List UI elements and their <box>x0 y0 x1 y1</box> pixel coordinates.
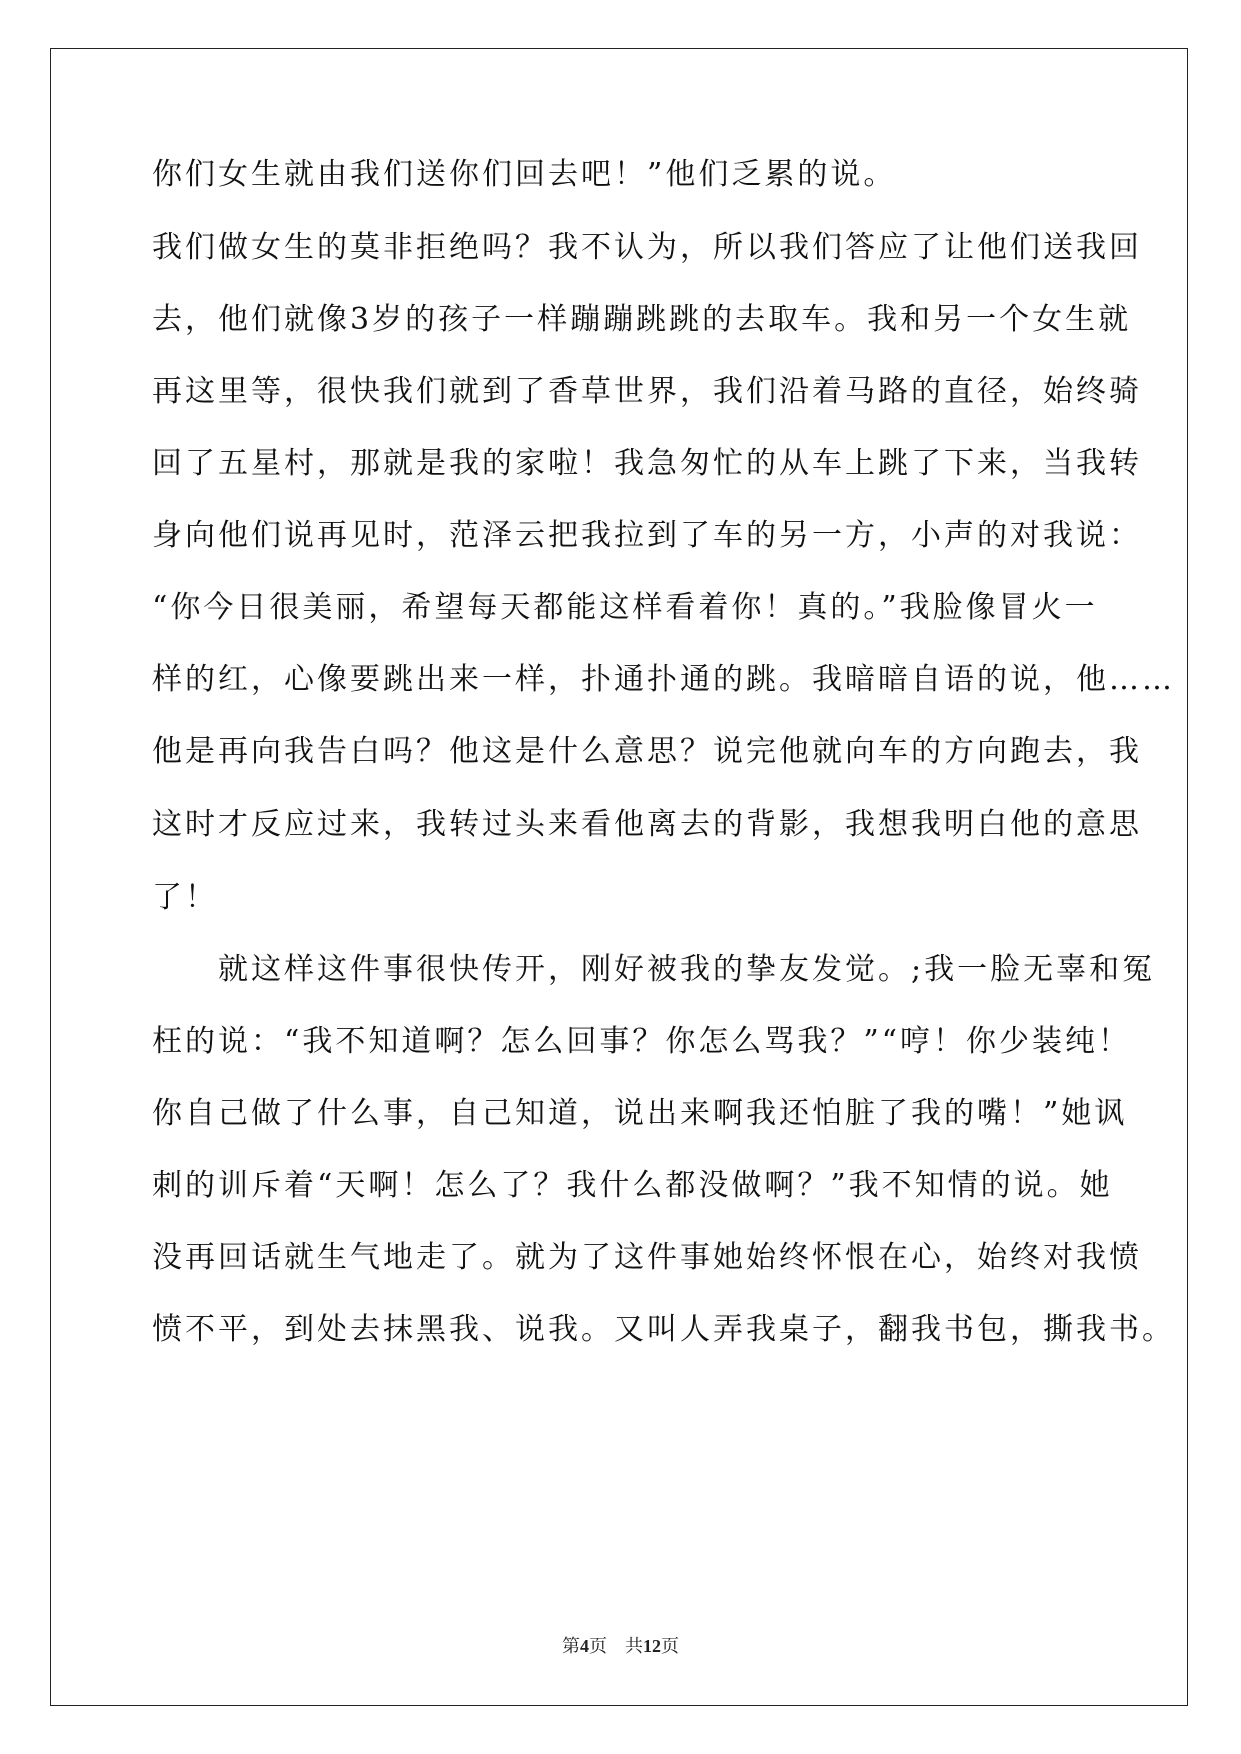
text-line: 样的红，心像要跳出来一样，扑通扑通的跳。我暗暗自语的说，他…… <box>152 662 1175 697</box>
text-line: 你自己做了什么事，自己知道，说出来啊我还怕脏了我的嘴！”她讽 <box>152 1096 1128 1131</box>
total-page-count: 12 <box>643 1636 661 1656</box>
text-line: 我们做女生的莫非拒绝吗？我不认为，所以我们答应了让他们送我回 <box>152 230 1142 265</box>
text-line: “你今日很美丽，希望每天都能这样看着你！真的。”我脸像冒火一 <box>152 590 1098 625</box>
page-border <box>50 48 1188 1706</box>
text-line: 这时才反应过来，我转过头来看他离去的背影，我想我明白他的意思 <box>152 807 1142 842</box>
text-line: 去，他们就像3岁的孩子一样蹦蹦跳跳的去取车。我和另一个女生就 <box>152 302 1132 337</box>
text-line: 枉的说：“我不知道啊？怎么回事？你怎么骂我？”“哼！你少装纯！ <box>152 1024 1132 1059</box>
current-page-number: 4 <box>580 1636 589 1656</box>
text-line: 没再回话就生气地走了。就为了这件事她始终怀恨在心，始终对我愤 <box>152 1240 1142 1275</box>
text-line: 刺的训斥着“天啊！怎么了？我什么都没做啊？”我不知情的说。她 <box>152 1168 1113 1203</box>
footer-page-suffix: 页 <box>589 1636 607 1656</box>
text-line: 他是再向我告白吗？他这是什么意思？说完他就向车的方向跑去，我 <box>152 734 1142 769</box>
text-line: 再这里等，很快我们就到了香草世界，我们沿着马路的直径，始终骑 <box>152 374 1142 409</box>
text-line: 了！ <box>152 880 218 915</box>
text-line: 就这样这件事很快传开，刚好被我的挚友发觉。;我一脸无辜和冤 <box>152 952 1156 987</box>
text-line: 身向他们说再见时，范泽云把我拉到了车的另一方，小声的对我说： <box>152 518 1142 553</box>
text-line: 回了五星村，那就是我的家啦！我急匆忙的从车上跳了下来，当我转 <box>152 446 1142 481</box>
page-number-footer <box>0 1632 1241 1658</box>
text-line: 愤不平，到处去抹黑我、说我。又叫人弄我桌子，翻我书包，撕我书。 <box>152 1312 1175 1347</box>
text-line: 你们女生就由我们送你们回去吧！”他们乏累的说。 <box>152 157 897 192</box>
footer-total-prefix: 共 <box>625 1636 643 1656</box>
footer-prefix: 第 <box>562 1636 580 1656</box>
footer-total-suffix: 页 <box>661 1636 679 1656</box>
